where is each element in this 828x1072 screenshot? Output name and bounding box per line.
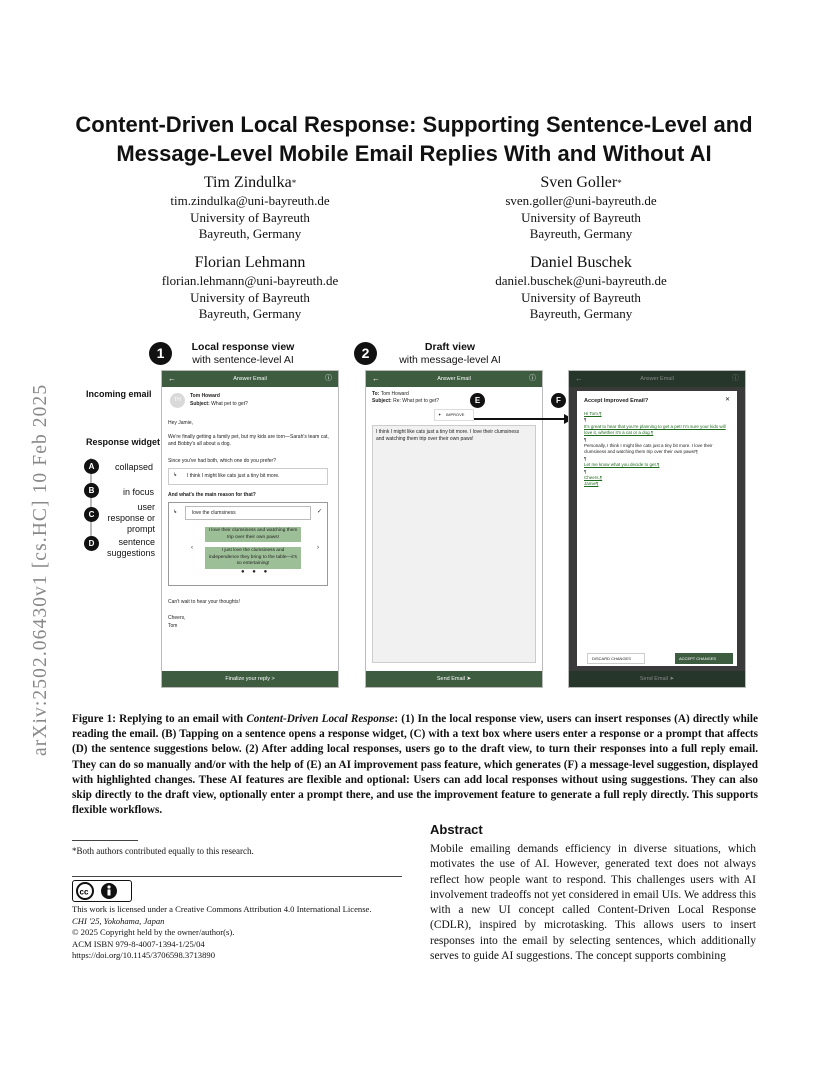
draft-text: I think I might like cats just a tiny bit more. I love their clumsiness and watching them trip over their own paws! (376, 429, 520, 442)
accept-changes-button[interactable]: ACCEPT CHANGES (675, 653, 733, 664)
copyright-notice: © 2025 Copyright held by the owner/author(s). (72, 927, 235, 938)
phone-local-response-view (161, 370, 339, 688)
app-bar (366, 371, 542, 387)
app-bar-title: Answer Email (233, 376, 267, 382)
author-affiliation: University of Bayreuth (521, 209, 641, 225)
response-input-text: love the clumsiness (192, 510, 236, 516)
license-statement: This work is licensed under a Creative Commons Attribution 4.0 International License. (72, 904, 372, 914)
author-location: Bayreuth, Germany (529, 306, 633, 321)
author-email[interactable]: daniel.buschek@uni-bayreuth.de (495, 273, 667, 288)
footnote: *Both authors contributed equally to this research. (72, 846, 254, 856)
improve-button[interactable] (434, 409, 474, 421)
author-email[interactable]: sven.goller@uni-bayreuth.de (505, 193, 657, 208)
author-email[interactable]: tim.zindulka@uni-bayreuth.de (170, 193, 330, 208)
to-line: To: Tom Howard (372, 391, 409, 397)
dialog-title: Accept Improved Email? (584, 398, 649, 404)
chevron-right-icon[interactable]: › (317, 545, 319, 551)
email-sentence-selected[interactable]: And what's the main reason for that? (168, 492, 256, 498)
accept-dialog (577, 391, 737, 666)
legend-collapsed: collapsed (115, 462, 154, 472)
legend-in-focus: in focus (123, 487, 155, 497)
response-widget-collapsed[interactable] (168, 468, 328, 485)
doi-link[interactable]: https://doi.org/10.1145/3706598.3713890 (72, 950, 215, 961)
reply-arrow-icon: ↳ (173, 509, 178, 515)
info-icon[interactable]: ⓘ (529, 375, 536, 382)
author-name: Florian Lehmann (194, 254, 306, 271)
app-bar-title: Answer Email (437, 376, 471, 382)
isbn: ACM ISBN 979-8-4007-1394-1/25/04 (72, 938, 205, 949)
widget-response-text: I think I might like cats just a tiny bit more. (187, 473, 280, 479)
legend-badge-b: B (84, 483, 99, 498)
author-location: Bayreuth, Germany (198, 306, 302, 321)
footnote-mark: * (291, 178, 297, 188)
license-rule (72, 876, 402, 877)
badge-e: E (470, 393, 485, 408)
response-widget-label: Response widget (86, 437, 161, 447)
incoming-email-label: Incoming email (86, 389, 152, 399)
email-paragraph[interactable]: We're finally getting a family pet, but my kids are torn—Sarah's team cat, and Bobby's all about a dog. (168, 434, 329, 447)
step-1-badge: 1 (149, 342, 172, 365)
legend-badge-a: A (84, 459, 99, 474)
info-icon[interactable]: ⓘ (325, 375, 332, 382)
improve-label: IMPROVE (446, 412, 465, 417)
subject-line: Subject: What pet to get? (190, 401, 248, 407)
footnote-rule (72, 840, 138, 841)
paper-title (40, 110, 788, 168)
title-line-1: Content-Driven Local Response: Supporting Sentence-Level and (75, 112, 753, 137)
legend-badge-d: D (84, 536, 99, 551)
author-block (120, 253, 380, 323)
abstract-text: Mobile emailing demands efficiency in diverse situations, which motivates the use of AI. However, generated text does not always reflect how people want to respond. This challenges users with AI involvement tradeoffs not yet considered in email UIs. We address this with a new UI concept called Content-Driven Local Response (CDLR), inspired by microtasking. This allows users to insert responses into the email by selecting sentences, which additionally serves to guide AI suggestions. The concept supports combining (430, 843, 756, 963)
figure-caption: Figure 1: Replying to an email with Content-Driven Local Response: (1) In the local response view, users can insert responses (A) directly while reading the email. (B) Tapping on a sentence opens a response widget, (C) with a text box where users enter a response or a prompt that affects (D) the sentence suggestions below. (2) After adding local responses, users go to the draft view, to turn their responses into a full reply email. They can do so manually and/or with the help of (E) an AI improvement pass feature, which generates (F) a message-level suggestion, displayed with highlighted changes. These AI features are flexible and optional: Users can add local responses without using suggestions. They can also skip directly to the draft view, optionally enter a prompt there, and use the improvement feature to generate a full reply directly. This supports flexible workflows. (72, 713, 758, 817)
legend-sentence-suggestions: sentence suggestions (106, 537, 155, 558)
subject-line: Subject: Re: What pet to get? (372, 398, 439, 404)
step-2-badge: 2 (354, 342, 377, 365)
author-name: Tim Zindulka (203, 174, 292, 191)
author-block (451, 173, 711, 243)
avatar: TH (170, 393, 185, 408)
author-location: Bayreuth, Germany (198, 226, 302, 241)
send-email-button[interactable]: Send Email ➤ (366, 671, 542, 687)
back-arrow-icon: ← (575, 374, 583, 383)
app-bar (162, 371, 338, 387)
footnote-mark: * (617, 178, 622, 188)
legend-user-response: user response or prompt (107, 502, 155, 534)
view1-heading: Local response view with sentence-level AI (191, 341, 295, 366)
close-icon[interactable]: ✕ (725, 397, 731, 403)
reply-arrow-icon: ↳ (173, 472, 178, 478)
email-sentence[interactable]: Since you've had both, which one do you prefer? (168, 458, 276, 464)
title-line-2: Message-Level Mobile Email Replies With and Without AI (116, 141, 712, 166)
info-icon: ⓘ (732, 375, 739, 382)
pagination-dots[interactable]: ● ● ● (241, 569, 271, 575)
author-block (120, 173, 380, 243)
response-input[interactable] (185, 506, 311, 520)
author-affiliation: University of Bayreuth (190, 209, 310, 225)
author-name: Daniel Buschek (530, 254, 632, 271)
abstract-heading: Abstract (430, 822, 483, 837)
back-arrow-icon[interactable]: ← (372, 374, 380, 383)
send-icon: ➤ (466, 676, 472, 682)
legend-badge-c: C (84, 507, 99, 522)
suggestion-chip[interactable]: I just love the clumsiness and independence they bring to the table—it's so entertaining! (205, 547, 301, 569)
phone-improved-dialog (568, 370, 746, 688)
author-name: Sven Goller (540, 174, 618, 191)
finalize-reply-button[interactable]: Finalize your reply > (162, 671, 338, 687)
sender-name: Tom Howard (190, 393, 220, 399)
arxiv-identifier: arXiv:2502.06430v1 [cs.HC] 10 Feb 2025 (30, 383, 51, 756)
view2-heading: Draft view with message-level AI (399, 341, 501, 366)
back-arrow-icon[interactable]: ← (168, 374, 176, 383)
conference-venue: CHI '25, Yokohama, Japan (72, 915, 165, 926)
author-block (451, 253, 711, 323)
license-block (72, 904, 402, 962)
author-email[interactable]: florian.lehmann@uni-bayreuth.de (161, 273, 339, 288)
draft-textarea[interactable] (372, 425, 536, 663)
email-signature: Tom (168, 623, 178, 629)
arrow-right-icon (474, 413, 574, 425)
author-affiliation: University of Bayreuth (190, 289, 310, 305)
suggestion-chip[interactable]: I love their clumsiness and watching them trip over their own paws! (205, 527, 301, 542)
check-icon[interactable]: ✓ (317, 509, 323, 515)
app-bar-dimmed (569, 371, 745, 387)
cc-by-logo[interactable] (72, 880, 132, 902)
author-location: Bayreuth, Germany (529, 226, 633, 241)
email-signoff: Cheers, (168, 615, 186, 621)
badge-f: F (551, 393, 566, 408)
email-closing[interactable]: Can't wait to hear your thoughts! (168, 599, 240, 605)
app-bar-title: Answer Email (640, 376, 674, 382)
send-email-button-dimmed: Send Email ➤ (569, 671, 745, 687)
discard-changes-button[interactable]: DISCARD CHANGES (587, 653, 645, 664)
greeting: Hey Jamie, (168, 420, 194, 426)
author-affiliation: University of Bayreuth (521, 289, 641, 305)
sparkle-icon: ✦ (438, 412, 442, 417)
svg-text:cc: cc (79, 887, 89, 897)
improved-email-text: Hi Tom,¶ ¶ It's great to hear that you're planning to get a pet! I'm sure your kids will love it, whether it's a cat or a dog.¶ ¶ Personally, I think I might like cats just a tiny bit more. I love their clumsiness and watching them trip over their own paws!¶ ¶ Let me know what you decide to get.¶ ¶ Cheers,¶ Jamie¶ (584, 411, 726, 487)
response-widget-focused (168, 502, 328, 586)
chevron-left-icon[interactable]: ‹ (191, 545, 193, 551)
